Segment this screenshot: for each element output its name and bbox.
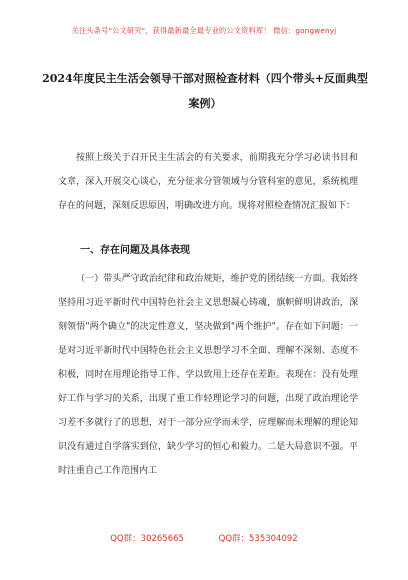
- intro-paragraph: 按照上级关于召开民主生活会的有关要求，前期我充分学习必读书目和文章，深入开展交心谈心，充分征求分管领域与分管科室的意见，系统梳理存在的问题，深刻反思原因，明确改进方向。现将对照检查情况汇报如下：: [58, 153, 358, 211]
- footer-qq-group-2: QQ群：535304092: [218, 534, 298, 544]
- footer-contacts: [0, 532, 408, 544]
- document-title: 2024年度民主生活会领导干部对照检查材料（四个带头+反面典型案例）: [42, 72, 368, 110]
- section-heading: 一、存在问题及具体表现: [80, 245, 190, 256]
- header-banner: 关注头条号"公文研究"，获得最新最全最专业的公文资料库！ 微信：gongwenyj: [71, 26, 337, 35]
- footer-qq-group-1: QQ群：30265665: [110, 534, 184, 544]
- body-paragraph: （一）带头严守政治纪律和政治规矩，维护党的团结统一方面。我始终坚持用习近平新时代中国特色社会主义思想凝心铸魂，旗帜鲜明讲政治，深刻领悟"两个确立"的决定性意义，坚决做到"两个维护"。存在如下问题：一是对习近平新时代中国特色社会主义思想学习不全面、理解不深刻、态度不积极，同时在用理论指导工作、学以致用上还存在差距。表现在：没有处理好工作与学习的关系，出现了重工作轻理论学习的问题，出现了政治理论学习差不多就行了的思想，对于一部分应学而未学，应理解而未理解的理论知识没有通过自学落实到位，缺少学习的恒心和毅力。二是大局意识不强。平时注重自己工作范围内工: [58, 274, 358, 476]
